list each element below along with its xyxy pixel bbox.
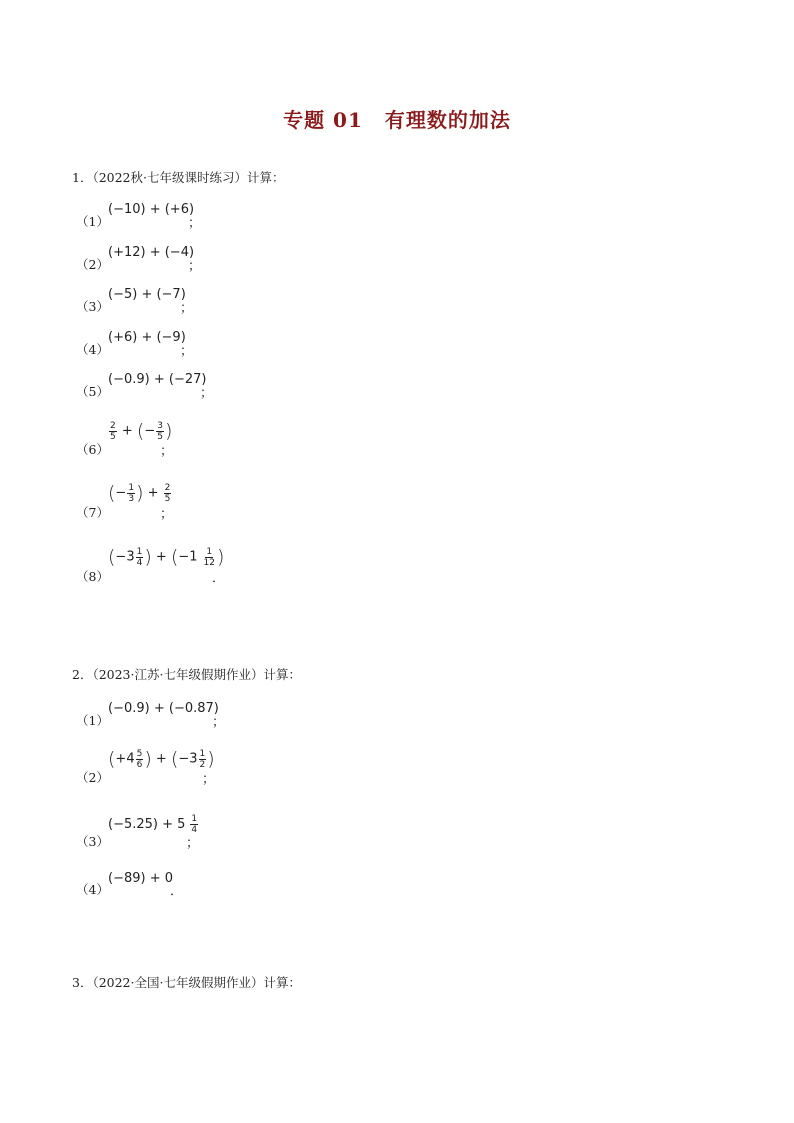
fraction: $\frac{3}{5}$ [157, 420, 163, 442]
item-end: ； [188, 259, 202, 274]
item-label: （4） [76, 882, 109, 897]
item-label: （1） [76, 713, 109, 728]
item-expression: (−10) + (+6) [108, 202, 195, 217]
item-end: ； [160, 507, 174, 522]
item-end: ； [202, 772, 216, 787]
item-expression-rendered: (− $\frac{1}{3}$ ) + $\frac{2}{5}$ [108, 482, 171, 504]
fraction: $\frac{1}{3}$ [128, 482, 135, 504]
item-end: ； [180, 301, 194, 316]
item-label: （2） [76, 770, 109, 785]
fraction: $\frac{2}{5}$ [110, 420, 116, 442]
item-expression: (+12) + (−4) [108, 245, 195, 260]
title-main: 有理数的加法 [384, 108, 511, 132]
item-expression-rendered: (−3 $\frac{1}{4}$ ) + (−1 $\frac{1}{12}$ ) [108, 546, 225, 568]
title-prefix: 专题 01 [283, 108, 363, 132]
question-1-heading: 1．（2022秋·七年级课时练习）计算： [72, 170, 285, 185]
item-label: （7） [76, 505, 109, 520]
item-label: （2） [76, 257, 109, 272]
fraction: $\frac{1}{2}$ [199, 748, 206, 770]
item-expression-rendered: (−5.25) + 5 $\frac{1}{4}$ [108, 814, 198, 835]
fraction: $\frac{5}{6}$ [136, 748, 143, 770]
item-end: ． [212, 571, 226, 586]
item-end: ； [188, 216, 202, 231]
item-expression-rendered: $\frac{2}{5}$ + (− $\frac{3}{5}$ ) [110, 420, 173, 442]
item-end: ； [212, 715, 226, 730]
item-end: ； [186, 836, 200, 851]
item-expression: (−5) + (−7) [108, 287, 186, 302]
item-expression: (−0.9) + (−27) [108, 372, 207, 387]
item-expression-rendered: (+4 $\frac{5}{6}$ ) + (−3 $\frac{1}{2}$ ) [108, 748, 215, 770]
question-2-heading: 2．（2023·江苏·七年级假期作业）计算： [72, 667, 301, 682]
item-label: （5） [76, 384, 109, 399]
item-label: （3） [76, 299, 109, 314]
fraction: $\frac{1}{4}$ [136, 546, 143, 568]
item-label: （6） [76, 442, 109, 457]
page-title [0, 104, 794, 133]
item-end: ； [200, 386, 214, 401]
question-3-heading: 3．（2022·全国·七年级假期作业）计算： [72, 975, 301, 990]
item-expression: (+6) + (−9) [108, 330, 186, 345]
item-label: （1） [76, 214, 109, 229]
fraction: $\frac{1}{4}$ [191, 814, 198, 835]
fraction: $\frac{2}{5}$ [164, 482, 171, 504]
item-label: （3） [76, 834, 109, 849]
fraction: $\frac{1}{12}$ [203, 546, 215, 568]
item-end: ； [160, 444, 174, 459]
item-expression: (−0.9) + (−0.87) [108, 701, 219, 716]
item-label: （4） [76, 342, 109, 357]
item-expression: (−89) + 0 [108, 871, 174, 886]
item-label: （8） [76, 569, 109, 584]
item-end: ． [170, 884, 184, 899]
item-end: ； [180, 344, 194, 359]
